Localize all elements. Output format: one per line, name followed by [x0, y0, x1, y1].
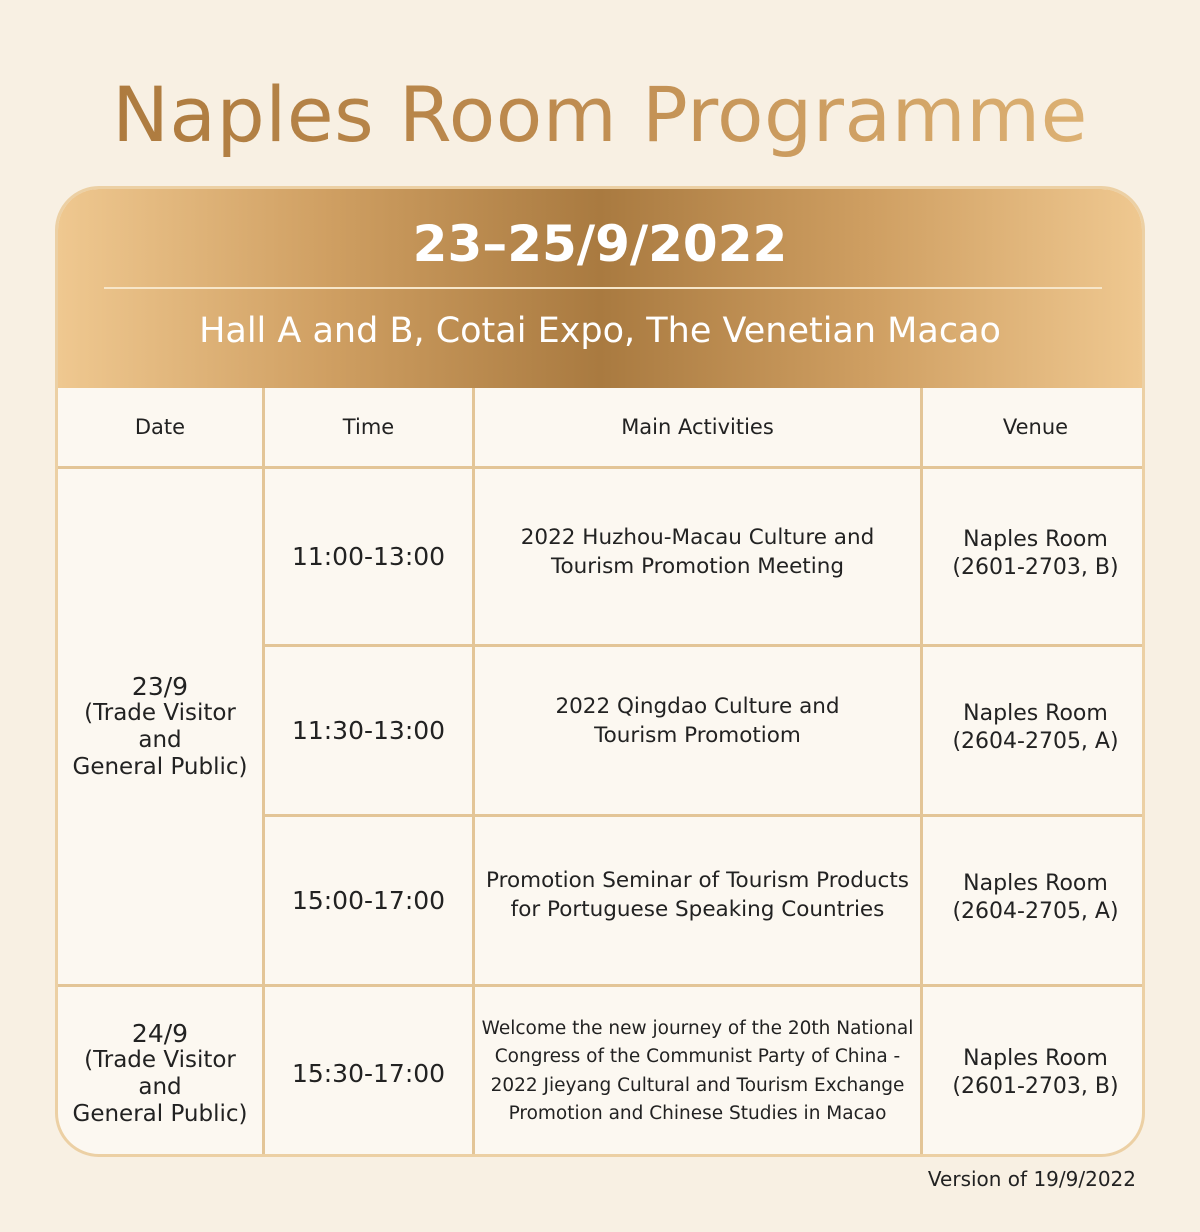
venue-line: (2601-2703, B) [952, 554, 1119, 580]
activity-line: for Portuguese Speaking Countries [510, 896, 885, 922]
date-cell [58, 469, 262, 984]
venue-line: Naples Room [963, 700, 1108, 726]
activity-cell [475, 469, 920, 644]
date-value: 23/9 [131, 671, 189, 701]
schedule-table [58, 388, 1145, 1157]
event-dates: 23–25/9/2022 [412, 215, 788, 273]
page-title: Naples Room Programme [0, 70, 1200, 160]
column-header-venue: Venue [1002, 415, 1069, 439]
time-cell: 11:00-13:00 [291, 542, 446, 571]
date-cell [58, 987, 262, 1157]
venue-cell [923, 647, 1145, 814]
column-header-activities: Main Activities [621, 415, 774, 439]
audience-line: and [138, 726, 182, 753]
activity-line: 2022 Qingdao Culture and [555, 693, 840, 719]
activity-line: 2022 Huzhou-Macau Culture and [520, 524, 875, 550]
audience-line: (Trade Visitor [84, 1046, 236, 1073]
activity-line: Congress of the Communist Party of China - [494, 1046, 901, 1067]
date-value: 24/9 [131, 1018, 189, 1048]
venue-line: (2604-2705, A) [952, 898, 1119, 924]
audience-line: General Public) [72, 753, 248, 780]
event-location: Hall A and B, Cotai Expo, The Venetian Macao [199, 311, 1001, 351]
activity-line: Welcome the new journey of the 20th National [481, 1017, 914, 1039]
venue-line: Naples Room [963, 870, 1108, 896]
activity-cell [475, 987, 920, 1157]
activity-cell [475, 647, 920, 814]
venue-cell [923, 817, 1145, 984]
activity-line: 2022 Jieyang Cultural and Tourism Exchange [490, 1074, 905, 1096]
activity-cell [475, 817, 920, 984]
column-header-time: Time [342, 415, 395, 439]
header-divider [104, 287, 1102, 289]
venue-line: (2601-2703, B) [952, 1073, 1119, 1099]
programme-card [55, 186, 1145, 1157]
time-cell: 15:30-17:00 [291, 1059, 446, 1088]
venue-line: Naples Room [963, 526, 1108, 552]
venue-line: (2604-2705, A) [952, 728, 1119, 754]
venue-line: Naples Room [963, 1045, 1108, 1071]
time-cell: 11:30-13:00 [291, 716, 446, 745]
activity-line: Promotion Seminar of Tourism Products [486, 867, 909, 893]
programme-header [58, 189, 1142, 388]
audience-line: General Public) [72, 1100, 248, 1127]
activity-line: Promotion and Chinese Studies in Macao [508, 1103, 887, 1124]
time-cell: 15:00-17:00 [291, 886, 446, 915]
audience-line: (Trade Visitor [84, 699, 236, 726]
venue-cell [923, 987, 1145, 1157]
venue-cell [923, 469, 1145, 644]
activity-line: Tourism Promotion Meeting [551, 553, 844, 579]
version-note: Version of 19/9/2022 [927, 1167, 1136, 1191]
audience-line: and [138, 1073, 182, 1100]
activity-line: Tourism Promotiom [594, 722, 801, 748]
column-header-date: Date [134, 415, 186, 439]
